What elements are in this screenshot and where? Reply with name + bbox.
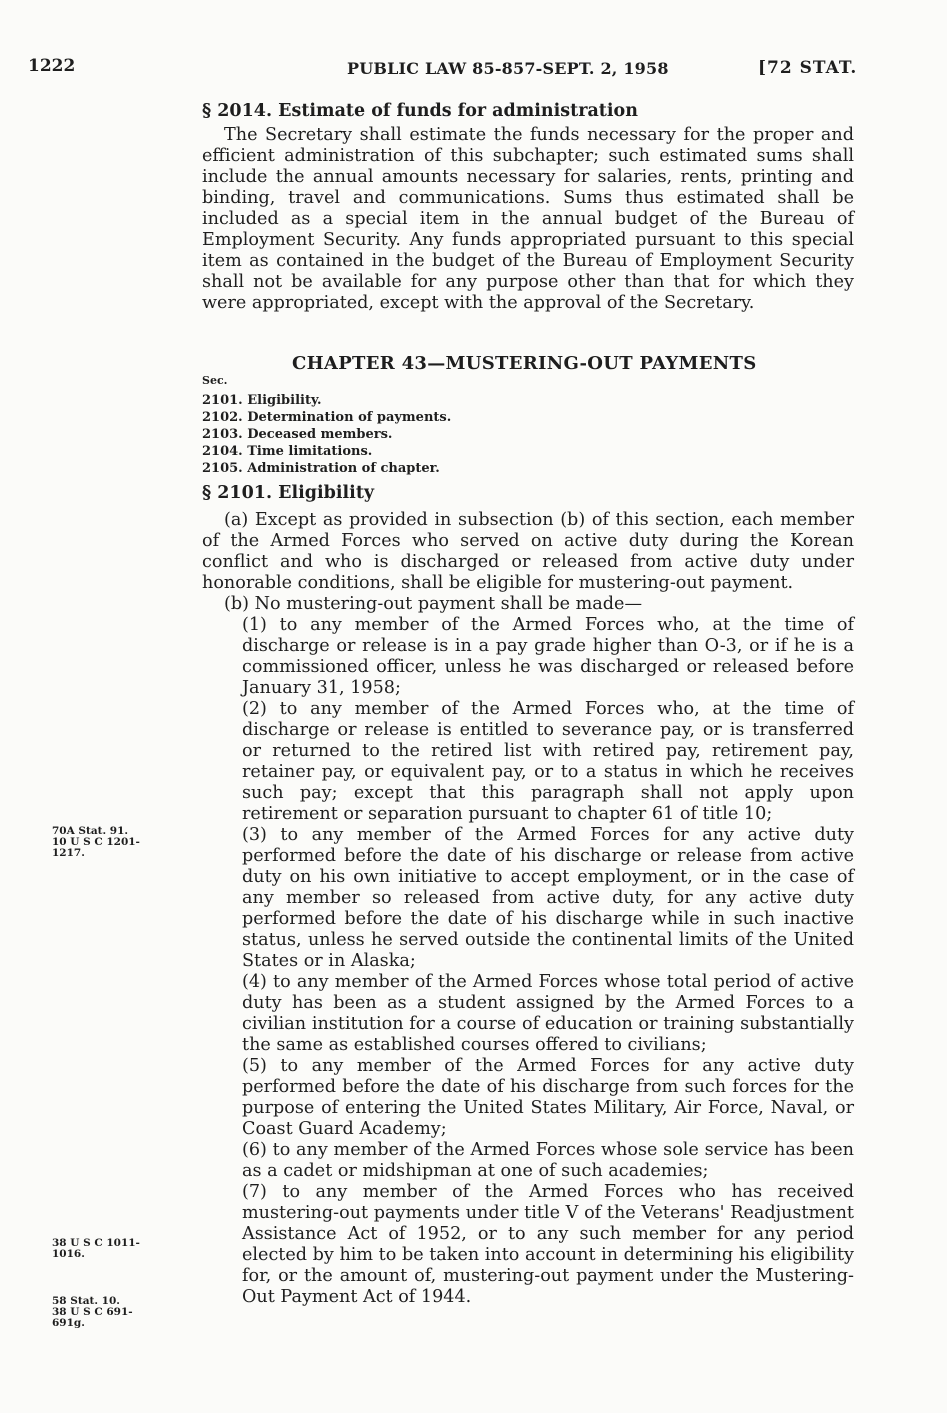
- toc-item: 2101. Eligibility.: [202, 393, 322, 408]
- margin-note-38-usc-1011: [52, 1238, 192, 1260]
- subsection-a: (a) Except as provided in subsection (b) of this section, each member of the Armed Forces who served on active duty during the Korean conflict and who is discharged or released from active duty under honorable conditions, shall be eligible for mustering-out payment.: [202, 510, 854, 593]
- toc-item: 2104. Time limitations.: [202, 444, 373, 459]
- chapter-title: CHAPTER 43—MUSTERING-OUT PAYMENTS: [292, 353, 757, 374]
- margin-note-line: 1016.: [52, 1248, 85, 1260]
- page-number: 1222: [28, 56, 76, 76]
- statute-citation: [72 STAT.: [758, 58, 858, 78]
- toc-item: 2105. Administration of chapter.: [202, 461, 440, 476]
- subsection-b-intro: (b) No mustering-out payment shall be made—: [224, 594, 643, 614]
- margin-note-line: 1217.: [52, 847, 85, 859]
- clause-1: (1) to any member of the Armed Forces who, at the time of discharge or release is in a pay grade higher than O-3, or if he is a commissioned officer, unless he was discharged or released before January 31, 1958;: [242, 615, 854, 698]
- margin-note-58-stat: [52, 1296, 192, 1329]
- clause-7: (7) to any member of the Armed Forces who has received mustering-out payments under title V of the Veterans' Readjustment Assistance Act of 1952, or to any such member for any period elected by him to be taken into account in determining his eligibility for, or the amount of, mustering-out payment under the Mustering-Out Payment Act of 1944.: [242, 1182, 854, 1307]
- section-2014-heading: § 2014. Estimate of funds for administration: [202, 101, 638, 121]
- margin-note-line: 10 U S C 1201-: [52, 836, 140, 848]
- margin-note-line: 38 U S C 1011-: [52, 1237, 140, 1249]
- clause-5: (5) to any member of the Armed Forces for any active duty performed before the date of his discharge from such forces for the purpose of entering the United States Military, Air Force, Naval, or Coast Guard Academy;: [242, 1056, 854, 1139]
- margin-note-line: 691g.: [52, 1317, 85, 1329]
- clause-6: (6) to any member of the Armed Forces whose sole service has been as a cadet or midshipman at one of such academies;: [242, 1140, 854, 1181]
- section-2014-body: The Secretary shall estimate the funds necessary for the proper and efficient administration of this subchapter; such estimated sums shall include the annual amounts necessary for salaries, rents, printing and binding, travel and communications. Sums thus estimated shall be included as a special item in the annual budget of the Bureau of Employment Security. Any funds appropriated pursuant to this special item as contained in the budget of the Bureau of Employment Security shall not be available for any purpose other than that for which they were appropriated, except with the approval of the Secretary.: [202, 125, 854, 313]
- toc-item: 2103. Deceased members.: [202, 427, 393, 442]
- margin-note-70a-stat: [52, 826, 192, 859]
- margin-note-line: 58 Stat. 10.: [52, 1295, 120, 1307]
- toc-item: 2102. Determination of payments.: [202, 410, 452, 425]
- clause-4: (4) to any member of the Armed Forces whose total period of active duty has been as a student assigned by the Armed Forces to a civilian institution for a course of education or training substantially the same as established courses offered to civilians;: [242, 972, 854, 1055]
- section-2101: [202, 482, 854, 1308]
- toc-sec-label: Sec.: [202, 374, 228, 387]
- running-head: PUBLIC LAW 85-857-SEPT. 2, 1958: [347, 59, 669, 78]
- clause-2: (2) to any member of the Armed Forces who, at the time of discharge or release is entitled to severance pay, or is transferred or returned to the retired list with retired pay, retirement pay, retainer pay, or equivalent pay, or to a status in which he receives such pay; except that this paragraph shall not apply upon retirement or separation pursuant to chapter 61 of title 10;: [242, 699, 854, 824]
- chapter-table-of-contents: [202, 392, 451, 477]
- clause-3: (3) to any member of the Armed Forces for any active duty performed before the date of his discharge or release from active duty on his own initiative to accept employment, or in the case of any member so released from active duty, for any active duty performed before the date of his discharge while in such inactive status, unless he served outside the continental limits of the United States or in Alaska;: [242, 825, 854, 971]
- margin-note-line: 70A Stat. 91.: [52, 825, 129, 837]
- margin-note-line: 38 U S C 691-: [52, 1306, 133, 1318]
- section-2101-heading: § 2101. Eligibility: [202, 483, 375, 503]
- section-2014: [202, 100, 854, 314]
